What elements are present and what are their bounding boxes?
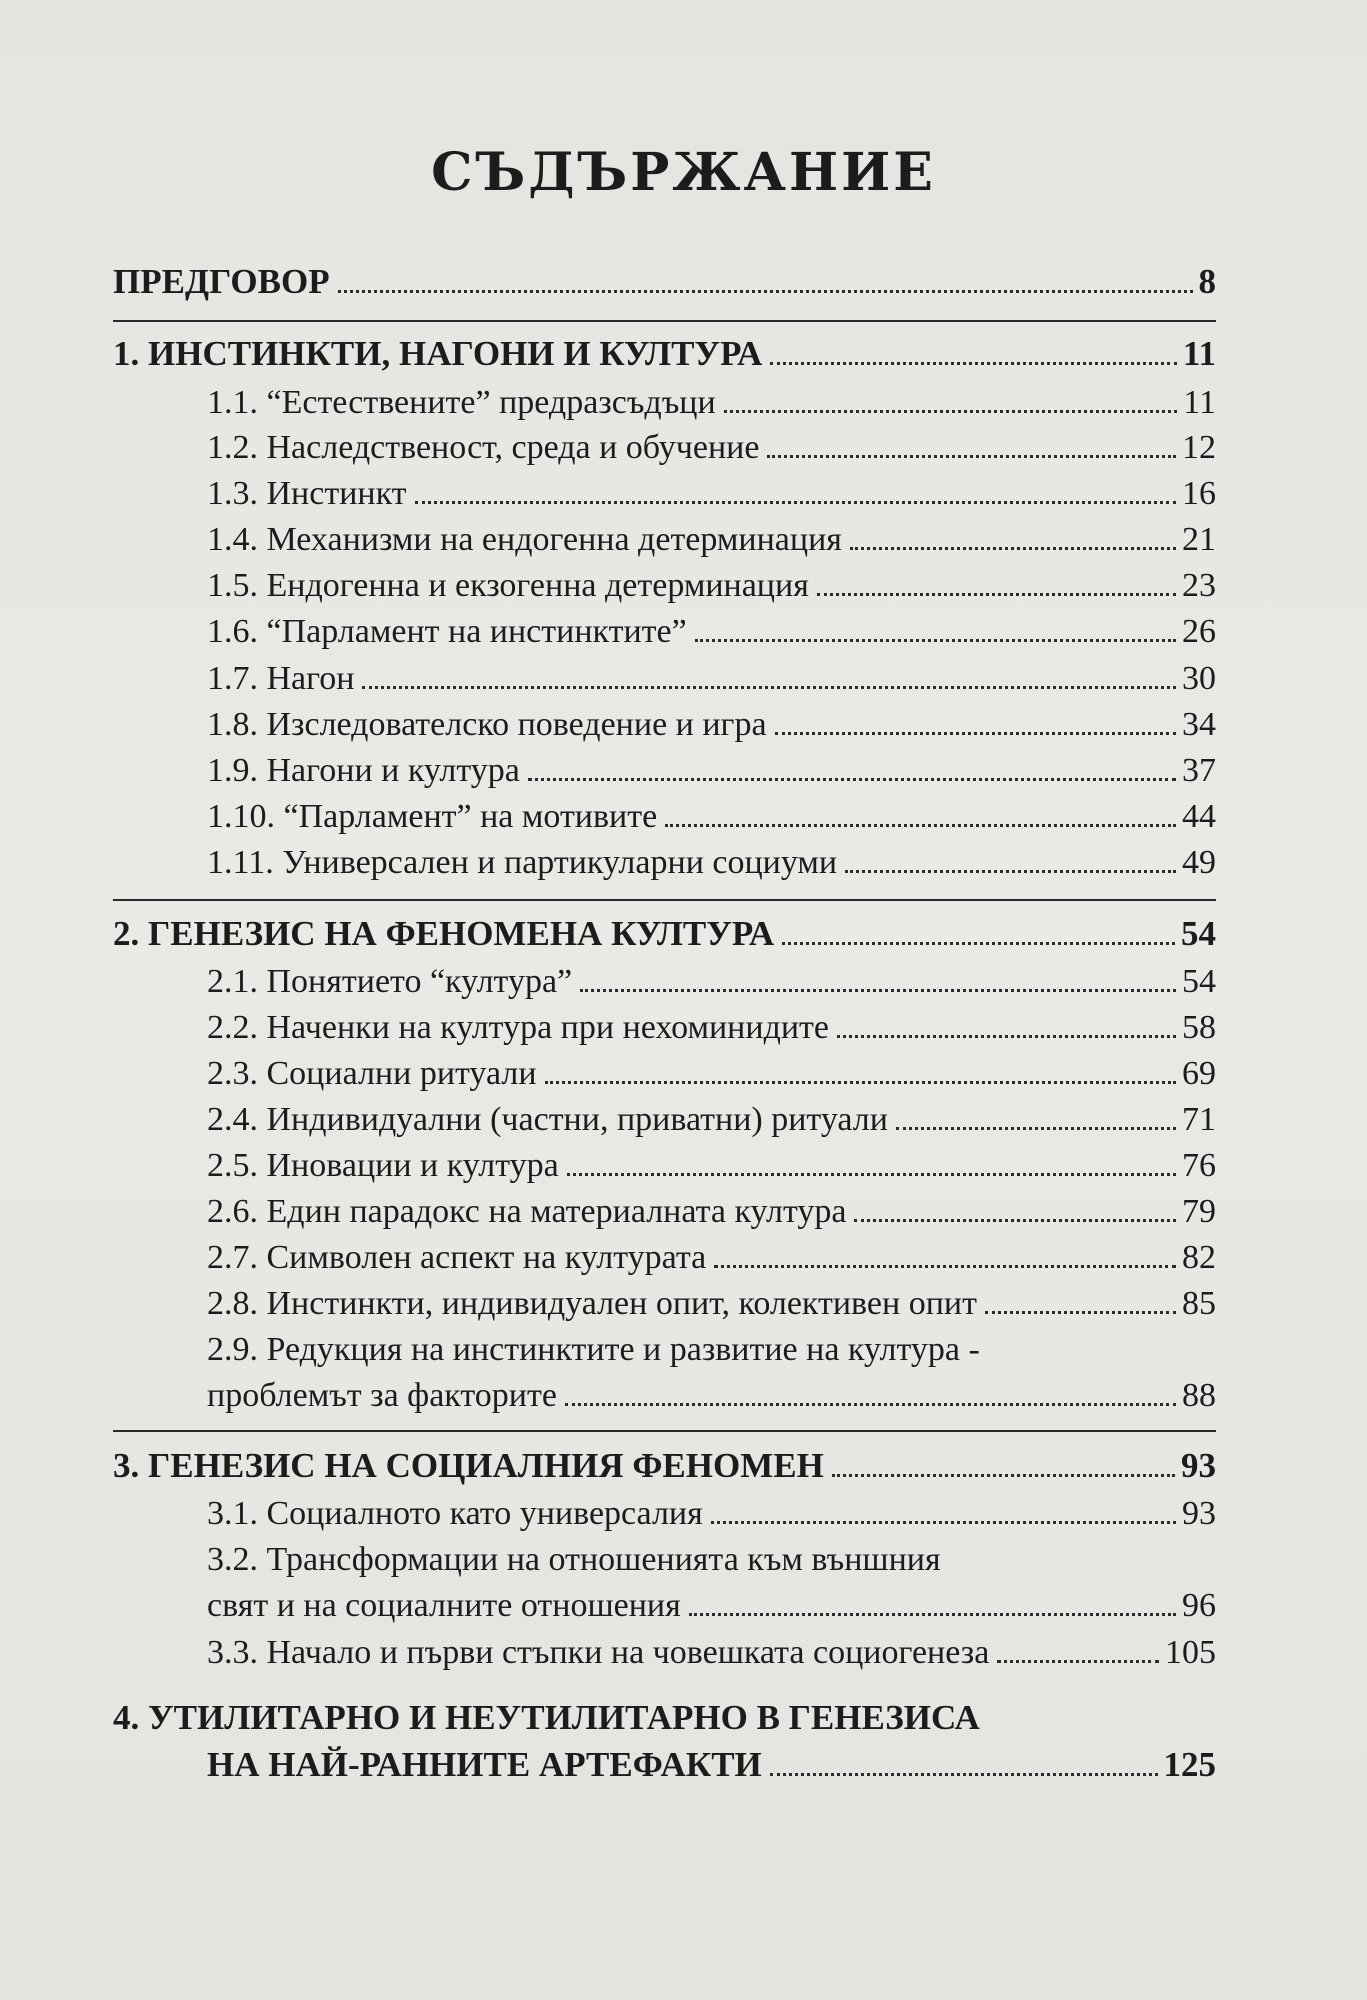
toc-label: 3. ГЕНЕЗИС НА СОЦИАЛНИЯ ФЕНОМЕН <box>113 1446 824 1485</box>
toc-label: 2.1. Понятието “култура” <box>207 963 573 1000</box>
dot-leader <box>714 1265 1176 1268</box>
toc-label: 2.5. Иновации и култура <box>207 1147 559 1184</box>
toc-page-number: 30 <box>1182 660 1216 697</box>
page-title: СЪДЪРЖАНИЕ <box>431 142 936 203</box>
toc-label: 1.4. Механизми на ендогенна детерминация <box>207 521 842 558</box>
toc-label: 2.7. Символен аспект на културата <box>207 1239 707 1276</box>
toc-chapter-1[interactable] <box>113 334 1216 374</box>
toc-chapter-3[interactable] <box>113 1446 1216 1486</box>
toc-label-continued: свят и на социалните отношения <box>207 1587 681 1624</box>
toc-page-number: 69 <box>1182 1055 1216 1092</box>
toc-label-continued: проблемът за факторите <box>207 1377 557 1414</box>
toc-page-number: 34 <box>1182 706 1216 743</box>
toc-label-continued: НА НАЙ-РАННИТЕ АРТЕФАКТИ <box>207 1745 762 1784</box>
toc-item-3-2[interactable] <box>207 1586 1216 1626</box>
toc-page-number: 79 <box>1182 1193 1216 1230</box>
toc-item-2-3[interactable] <box>207 1054 1216 1094</box>
dot-leader <box>689 1613 1176 1616</box>
toc-label: 1.7. Нагон <box>207 660 355 697</box>
toc-page-number: 76 <box>1182 1147 1216 1184</box>
dot-leader <box>338 290 1193 293</box>
toc-label: 2.6. Един парадокс на материалната култура <box>207 1193 847 1230</box>
dot-leader <box>528 778 1176 781</box>
toc-page-number: 8 <box>1198 262 1216 301</box>
dot-leader <box>832 1474 1175 1477</box>
dot-leader <box>896 1127 1176 1130</box>
toc-item-2-7[interactable] <box>207 1238 1216 1278</box>
dot-leader <box>711 1521 1176 1524</box>
dot-leader <box>985 1311 1176 1314</box>
toc-item-1-9[interactable] <box>207 751 1216 791</box>
dot-leader <box>770 1773 1158 1776</box>
toc-entry-preface[interactable] <box>113 262 1216 302</box>
toc-page-number: 12 <box>1182 429 1216 466</box>
toc-item-2-1[interactable] <box>207 962 1216 1002</box>
toc-item-1-5[interactable] <box>207 566 1216 606</box>
toc-chapter-4[interactable] <box>207 1745 1216 1785</box>
toc-page-number: 85 <box>1182 1285 1216 1322</box>
toc-label: 3.1. Социалното като универсалия <box>207 1495 703 1532</box>
toc-label: 1.11. Универсален и партикуларни социуми <box>207 844 838 881</box>
toc-page-number: 58 <box>1182 1009 1216 1046</box>
dot-leader <box>724 410 1178 413</box>
toc-chapter-4-line-1[interactable] <box>113 1698 980 1738</box>
toc-item-2-9-line-1[interactable] <box>207 1330 980 1370</box>
dot-leader <box>545 1081 1176 1084</box>
dot-leader <box>767 455 1176 458</box>
toc-label: 3.3. Начало и първи стъпки на човешката социогенеза <box>207 1634 990 1671</box>
toc-chapter-2[interactable] <box>113 914 1216 954</box>
toc-page-number: 44 <box>1182 798 1216 835</box>
toc-label: 2.2. Наченки на култура при нехоминидите <box>207 1009 830 1046</box>
toc-page-number: 105 <box>1165 1634 1216 1671</box>
toc-item-2-8[interactable] <box>207 1284 1216 1324</box>
toc-item-2-5[interactable] <box>207 1146 1216 1186</box>
dot-leader <box>770 362 1177 365</box>
toc-page-number: 16 <box>1182 475 1216 512</box>
dot-leader <box>850 547 1176 550</box>
toc-page-number: 125 <box>1163 1745 1216 1784</box>
toc-label: 1.5. Ендогенна и екзогенна детерминация <box>207 567 809 604</box>
toc-page-number: 88 <box>1182 1377 1216 1414</box>
dot-leader <box>695 639 1176 642</box>
toc-item-1-7[interactable] <box>207 659 1216 699</box>
toc-label: 2.9. Редукция на инстинктите и развитие на култура - <box>207 1331 980 1368</box>
toc-label: 1.9. Нагони и култура <box>207 752 520 789</box>
section-divider <box>113 320 1216 322</box>
toc-label: 3.2. Трансформации на отношенията към външния <box>207 1541 941 1578</box>
toc-label: 1.6. “Парламент на инстинктите” <box>207 613 687 650</box>
toc-label: 1.8. Изследователско поведение и игра <box>207 706 767 743</box>
toc-label: 1.1. “Естествените” предразсъдъци <box>207 384 716 421</box>
dot-leader <box>837 1035 1176 1038</box>
dot-leader <box>567 1173 1176 1176</box>
toc-page-number: 54 <box>1181 914 1216 953</box>
toc-item-2-6[interactable] <box>207 1192 1216 1232</box>
dot-leader <box>665 824 1176 827</box>
toc-page-number: 93 <box>1182 1495 1216 1532</box>
dot-leader <box>997 1660 1159 1663</box>
dot-leader <box>565 1403 1176 1406</box>
section-divider <box>113 1430 1216 1432</box>
toc-page-number: 11 <box>1183 384 1216 421</box>
toc-page-number: 11 <box>1182 334 1216 373</box>
section-divider <box>113 899 1216 901</box>
toc-item-3-1[interactable] <box>207 1494 1216 1534</box>
toc-label: 2.3. Социални ритуали <box>207 1055 537 1092</box>
toc-page-number: 21 <box>1182 521 1216 558</box>
toc-page-number: 26 <box>1182 613 1216 650</box>
toc-page-number: 96 <box>1182 1587 1216 1624</box>
toc-label: 2. ГЕНЕЗИС НА ФЕНОМЕНА КУЛТУРА <box>113 914 775 953</box>
dot-leader <box>782 942 1175 945</box>
toc-label: 2.4. Индивидуални (частни, приватни) ритуали <box>207 1101 888 1138</box>
toc-item-1-2[interactable] <box>207 428 1216 468</box>
dot-leader <box>775 732 1176 735</box>
toc-page-number: 82 <box>1182 1239 1216 1276</box>
toc-item-1-11[interactable] <box>207 843 1216 883</box>
toc-item-1-1[interactable] <box>207 383 1216 423</box>
toc-label: 1.3. Инстинкт <box>207 475 407 512</box>
toc-label: ПРЕДГОВОР <box>113 262 330 301</box>
toc-item-1-8[interactable] <box>207 705 1216 745</box>
toc-item-3-3[interactable] <box>207 1633 1216 1673</box>
toc-item-1-3[interactable] <box>207 474 1216 514</box>
toc-label: 1.10. “Парламент” на мотивите <box>207 798 658 835</box>
toc-page-number: 54 <box>1182 963 1216 1000</box>
toc-page-number: 23 <box>1182 567 1216 604</box>
toc-label: 1.2. Наследственост, среда и обучение <box>207 429 760 466</box>
toc-page-number: 37 <box>1182 752 1216 789</box>
toc-item-2-4[interactable] <box>207 1100 1216 1140</box>
toc-page-number: 49 <box>1182 844 1216 881</box>
dot-leader <box>845 870 1176 873</box>
toc-item-2-9[interactable] <box>207 1376 1216 1416</box>
toc-item-3-2-line-1[interactable] <box>207 1540 941 1580</box>
dot-leader <box>415 501 1176 504</box>
toc-page-number: 71 <box>1182 1101 1216 1138</box>
toc-page-number: 93 <box>1181 1446 1216 1485</box>
dot-leader <box>580 989 1176 992</box>
toc-item-1-10[interactable] <box>207 797 1216 837</box>
toc-label: 4. УТИЛИТАРНО И НЕУТИЛИТАРНО В ГЕНЕЗИСА <box>113 1698 980 1737</box>
toc-item-2-2[interactable] <box>207 1008 1216 1048</box>
toc-item-1-6[interactable] <box>207 612 1216 652</box>
dot-leader <box>817 593 1176 596</box>
dot-leader <box>854 1219 1176 1222</box>
toc-item-1-4[interactable] <box>207 520 1216 560</box>
dot-leader <box>362 686 1176 689</box>
toc-label: 2.8. Инстинкти, индивидуален опит, колективен опит <box>207 1285 977 1322</box>
toc-label: 1. ИНСТИНКТИ, НАГОНИ И КУЛТУРА <box>113 334 763 373</box>
